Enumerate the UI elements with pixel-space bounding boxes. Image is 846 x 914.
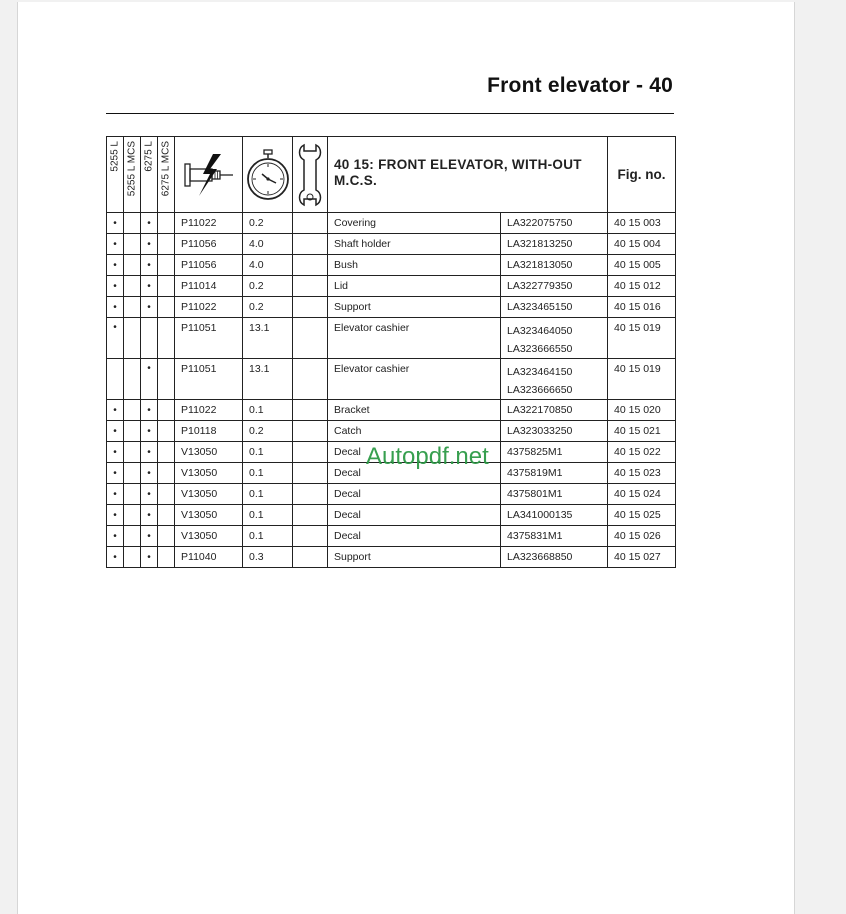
part-number-cell <box>501 400 608 421</box>
time-cell: 0.2 <box>243 276 293 297</box>
operation-code-cell: V13050 <box>175 526 243 547</box>
model-applicability-mark <box>124 484 141 505</box>
title-rule <box>106 113 674 114</box>
tool-cell <box>293 484 328 505</box>
model-applicability-mark <box>158 421 175 442</box>
table-row <box>107 359 676 400</box>
model-applicability-mark: • <box>141 505 158 526</box>
description-cell: Support <box>328 547 501 568</box>
part-number: 4375825M1 <box>507 446 563 458</box>
part-number: LA323464150 <box>507 366 573 378</box>
fig-number-cell: 40 15 023 <box>608 463 676 484</box>
model-applicability-mark: • <box>141 213 158 234</box>
model-applicability-mark: • <box>107 547 124 568</box>
tool-cell <box>293 318 328 359</box>
operation-code-cell: P11051 <box>175 318 243 359</box>
tool-cell <box>293 276 328 297</box>
model-applicability-mark: • <box>107 234 124 255</box>
part-number-cell <box>501 442 608 463</box>
tool-cell <box>293 234 328 255</box>
model-applicability-mark: • <box>107 400 124 421</box>
part-number: 4375801M1 <box>507 488 563 500</box>
watermark: Autopdf.net <box>366 443 489 470</box>
operation-code-cell: P10118 <box>175 421 243 442</box>
wrench-icon <box>293 137 328 213</box>
time-cell: 0.2 <box>243 421 293 442</box>
time-cell: 0.2 <box>243 297 293 318</box>
model-applicability-mark: • <box>107 276 124 297</box>
time-cell: 0.1 <box>243 484 293 505</box>
part-number: LA322779350 <box>507 280 573 292</box>
fig-number-cell: 40 15 004 <box>608 234 676 255</box>
model-applicability-mark: • <box>141 276 158 297</box>
parts-table-body <box>107 213 676 568</box>
tool-cell <box>293 359 328 400</box>
model-applicability-mark: • <box>107 442 124 463</box>
part-number: LA322170850 <box>507 404 573 416</box>
tool-cell <box>293 442 328 463</box>
model-applicability-mark: • <box>141 547 158 568</box>
time-cell: 0.1 <box>243 505 293 526</box>
tool-cell <box>293 213 328 234</box>
model-applicability-mark <box>124 463 141 484</box>
table-row <box>107 505 676 526</box>
table-row <box>107 547 676 568</box>
fig-number-cell: 40 15 003 <box>608 213 676 234</box>
model-applicability-mark <box>158 318 175 359</box>
operation-code-cell: V13050 <box>175 484 243 505</box>
part-number: LA323666650 <box>507 384 573 396</box>
model-applicability-mark <box>124 359 141 400</box>
model-applicability-mark: • <box>141 484 158 505</box>
model-applicability-mark <box>158 484 175 505</box>
fig-number-cell: 40 15 021 <box>608 421 676 442</box>
fig-number-cell: 40 15 019 <box>608 318 676 359</box>
model-applicability-mark <box>158 234 175 255</box>
fig-number-cell: 40 15 025 <box>608 505 676 526</box>
fig-number-cell: 40 15 024 <box>608 484 676 505</box>
tool-cell <box>293 505 328 526</box>
time-cell: 0.2 <box>243 213 293 234</box>
section-title: 40 15: FRONT ELEVATOR, WITH-OUT M.C.S. <box>328 137 608 213</box>
part-number: 4375819M1 <box>507 467 563 479</box>
table-row <box>107 213 676 234</box>
model-applicability-mark: • <box>141 442 158 463</box>
model-applicability-mark: • <box>141 359 158 400</box>
part-number: LA341000135 <box>507 509 573 521</box>
model-header-5255l: 5255 L <box>107 137 124 213</box>
fig-number-cell: 40 15 016 <box>608 297 676 318</box>
tool-cell <box>293 255 328 276</box>
document-page <box>17 2 795 914</box>
model-applicability-mark <box>158 255 175 276</box>
model-applicability-mark: • <box>141 234 158 255</box>
time-cell: 4.0 <box>243 234 293 255</box>
part-number-cell <box>501 421 608 442</box>
model-applicability-mark <box>124 213 141 234</box>
table-row <box>107 421 676 442</box>
model-applicability-mark: • <box>141 463 158 484</box>
tool-cell <box>293 421 328 442</box>
part-number-cell <box>501 297 608 318</box>
part-number-cell <box>501 276 608 297</box>
part-number: LA322075750 <box>507 217 573 229</box>
model-applicability-mark: • <box>107 526 124 547</box>
model-applicability-mark <box>124 255 141 276</box>
part-number: LA321813050 <box>507 259 573 271</box>
model-applicability-mark <box>124 276 141 297</box>
description-cell: Covering <box>328 213 501 234</box>
table-row <box>107 318 676 359</box>
description-cell: Bush <box>328 255 501 276</box>
model-applicability-mark <box>124 318 141 359</box>
model-applicability-mark <box>124 234 141 255</box>
model-applicability-mark <box>158 213 175 234</box>
description-cell: Catch <box>328 421 501 442</box>
description-cell: Support <box>328 297 501 318</box>
model-applicability-mark <box>124 526 141 547</box>
part-number-cell <box>501 526 608 547</box>
tool-cell <box>293 526 328 547</box>
model-applicability-mark: • <box>141 297 158 318</box>
model-applicability-mark: • <box>107 421 124 442</box>
tool-cell <box>293 463 328 484</box>
time-cell: 4.0 <box>243 255 293 276</box>
table-row <box>107 255 676 276</box>
model-applicability-mark: • <box>141 400 158 421</box>
time-cell: 0.3 <box>243 547 293 568</box>
description-cell: Decal <box>328 442 501 463</box>
part-number: LA323465150 <box>507 301 573 313</box>
model-applicability-mark <box>158 442 175 463</box>
model-applicability-mark <box>158 526 175 547</box>
operation-code-cell: P11056 <box>175 255 243 276</box>
time-cell: 0.1 <box>243 400 293 421</box>
part-number: LA323464050 <box>507 325 573 337</box>
part-number-cell <box>501 547 608 568</box>
model-applicability-mark <box>158 463 175 484</box>
operation-code-cell: P11022 <box>175 297 243 318</box>
model-applicability-mark: • <box>107 213 124 234</box>
model-applicability-mark: • <box>107 463 124 484</box>
model-applicability-mark: • <box>107 505 124 526</box>
operation-code-cell: P11040 <box>175 547 243 568</box>
fig-number-cell: 40 15 012 <box>608 276 676 297</box>
tool-cell <box>293 547 328 568</box>
model-applicability-mark <box>107 359 124 400</box>
model-applicability-mark <box>158 297 175 318</box>
model-applicability-mark: • <box>107 297 124 318</box>
description-cell: Decal <box>328 484 501 505</box>
description-cell: Elevator cashier <box>328 359 501 400</box>
tool-cell <box>293 400 328 421</box>
model-header-6275l: 6275 L <box>141 137 158 213</box>
model-applicability-mark <box>124 547 141 568</box>
part-number: LA323666550 <box>507 343 573 355</box>
model-applicability-mark <box>158 505 175 526</box>
part-number-cell <box>501 255 608 276</box>
operation-code-cell: P11051 <box>175 359 243 400</box>
part-number-cell <box>501 484 608 505</box>
table-row <box>107 400 676 421</box>
time-cell: 0.1 <box>243 463 293 484</box>
time-cell: 0.1 <box>243 442 293 463</box>
operation-code-cell: V13050 <box>175 463 243 484</box>
part-number-cell <box>501 359 608 400</box>
model-applicability-mark: • <box>141 421 158 442</box>
fig-number-cell: 40 15 027 <box>608 547 676 568</box>
description-cell: Decal <box>328 505 501 526</box>
model-applicability-mark <box>158 400 175 421</box>
model-header-5255l-mcs: 5255 L MCS <box>124 137 141 213</box>
time-cell: 13.1 <box>243 359 293 400</box>
description-cell: Decal <box>328 463 501 484</box>
fig-number-cell: 40 15 020 <box>608 400 676 421</box>
model-applicability-mark <box>158 547 175 568</box>
part-number: LA323668850 <box>507 551 573 563</box>
fig-number-cell: 40 15 005 <box>608 255 676 276</box>
operation-code-cell: P11022 <box>175 213 243 234</box>
part-number: LA323033250 <box>507 425 573 437</box>
fig-number-cell: 40 15 026 <box>608 526 676 547</box>
model-applicability-mark <box>158 276 175 297</box>
fig-no-header: Fig. no. <box>608 137 676 213</box>
fig-number-cell: 40 15 022 <box>608 442 676 463</box>
part-number-cell <box>501 463 608 484</box>
page-title: Front elevator - 40 <box>487 74 673 97</box>
model-applicability-mark <box>124 400 141 421</box>
table-header-row <box>107 137 676 213</box>
table-row <box>107 297 676 318</box>
table-row <box>107 276 676 297</box>
description-cell: Bracket <box>328 400 501 421</box>
model-header-6275l-mcs: 6275 L MCS <box>158 137 175 213</box>
table-row <box>107 526 676 547</box>
part-number-cell <box>501 318 608 359</box>
operation-code-cell: P11014 <box>175 276 243 297</box>
model-applicability-mark: • <box>107 255 124 276</box>
description-cell: Decal <box>328 526 501 547</box>
description-cell: Elevator cashier <box>328 318 501 359</box>
model-applicability-mark <box>124 442 141 463</box>
model-applicability-mark: • <box>141 255 158 276</box>
fig-number-cell: 40 15 019 <box>608 359 676 400</box>
model-applicability-mark <box>124 297 141 318</box>
model-applicability-mark: • <box>107 318 124 359</box>
part-number-cell <box>501 213 608 234</box>
model-applicability-mark: • <box>107 484 124 505</box>
table-row <box>107 234 676 255</box>
part-number: LA321813250 <box>507 238 573 250</box>
model-applicability-mark <box>158 359 175 400</box>
time-cell: 0.1 <box>243 526 293 547</box>
model-applicability-mark <box>124 505 141 526</box>
parts-table <box>106 136 676 568</box>
model-applicability-mark <box>124 421 141 442</box>
part-number-cell <box>501 505 608 526</box>
tool-cell <box>293 297 328 318</box>
operation-code-cell: P11022 <box>175 400 243 421</box>
stopwatch-icon <box>243 137 293 213</box>
part-number-cell <box>501 234 608 255</box>
time-cell: 13.1 <box>243 318 293 359</box>
tool-lightning-icon <box>175 137 243 213</box>
model-applicability-mark: • <box>141 526 158 547</box>
model-applicability-mark <box>141 318 158 359</box>
operation-code-cell: V13050 <box>175 442 243 463</box>
operation-code-cell: V13050 <box>175 505 243 526</box>
operation-code-cell: P11056 <box>175 234 243 255</box>
description-cell: Lid <box>328 276 501 297</box>
part-number: 4375831M1 <box>507 530 563 542</box>
table-row <box>107 484 676 505</box>
description-cell: Shaft holder <box>328 234 501 255</box>
